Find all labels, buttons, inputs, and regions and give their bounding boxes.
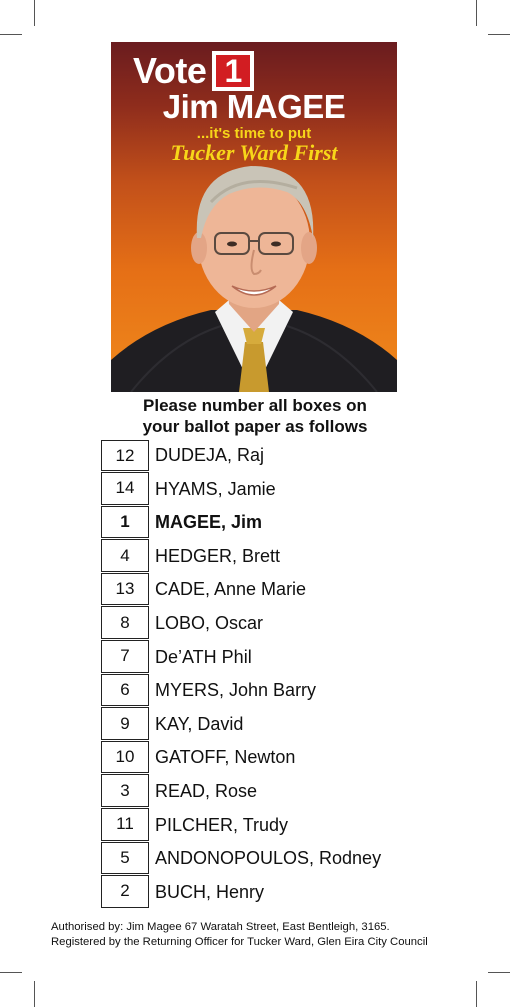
preference-box: 4 [101,539,149,572]
vote-word: Vote [133,50,207,91]
candidate-label: HEDGER, Brett [155,545,281,566]
instruction-line: Please number all boxes on [143,396,367,415]
ward-slogan: Tucker Ward First [170,140,338,165]
campaign-poster [111,42,397,392]
candidate-label: MAGEE, Jim [155,512,263,533]
preference-box: 1 [101,506,149,539]
vote-heading [133,50,254,92]
candidate-name: Jim MAGEE [162,88,346,125]
ballot-instruction [100,395,410,437]
crop-mark [0,972,22,973]
candidate-label: BUCH, Henry [155,881,265,902]
candidate-label: GATOFF, Newton [155,747,296,768]
crop-mark [488,972,510,973]
preference-box: 7 [101,640,149,673]
preference-box: 9 [101,707,149,740]
candidate-label: MYERS, John Barry [155,680,317,701]
preference-box: 11 [101,808,149,841]
preference-box: 13 [101,573,149,606]
candidate-label: HYAMS, Jamie [155,478,276,499]
vote-number: 1 [216,55,250,87]
candidate-label: KAY, David [155,713,244,734]
candidate-label: LOBO, Oscar [155,612,264,633]
crop-mark [488,34,510,35]
instruction-line: your ballot paper as follows [142,417,368,436]
candidate-label: ANDONOPOULOS, Rodney [155,848,382,869]
preference-box: 5 [101,842,149,875]
tagline: ...it's time to put [196,125,312,142]
preference-box: 8 [101,606,149,639]
crop-mark [34,0,35,26]
crop-mark [0,34,22,35]
preference-box: 2 [101,875,149,908]
candidate-label: PILCHER, Trudy [155,814,289,835]
preference-box: 12 [101,440,149,471]
crop-mark [476,981,477,1007]
preference-box: 3 [101,774,149,807]
authorisation-line: Registered by the Returning Officer for Tucker Ward, Glen Eira City Council [51,936,428,948]
preference-box: 10 [101,741,149,774]
preference-box: 6 [101,674,149,707]
vote-number-box [212,51,254,91]
authorisation-line: Authorised by: Jim Magee 67 Waratah Street, East Bentleigh, 3165. [51,921,390,933]
crop-mark [476,0,477,26]
candidate-label: READ, Rose [155,780,258,801]
candidate-label: DUDEJA, Raj [155,445,265,465]
candidate-label: CADE, Anne Marie [155,579,307,600]
candidate-label: De’ATH Phil [155,646,252,667]
crop-mark [34,981,35,1007]
preference-box: 14 [101,472,149,505]
authorisation-statement [51,920,428,950]
